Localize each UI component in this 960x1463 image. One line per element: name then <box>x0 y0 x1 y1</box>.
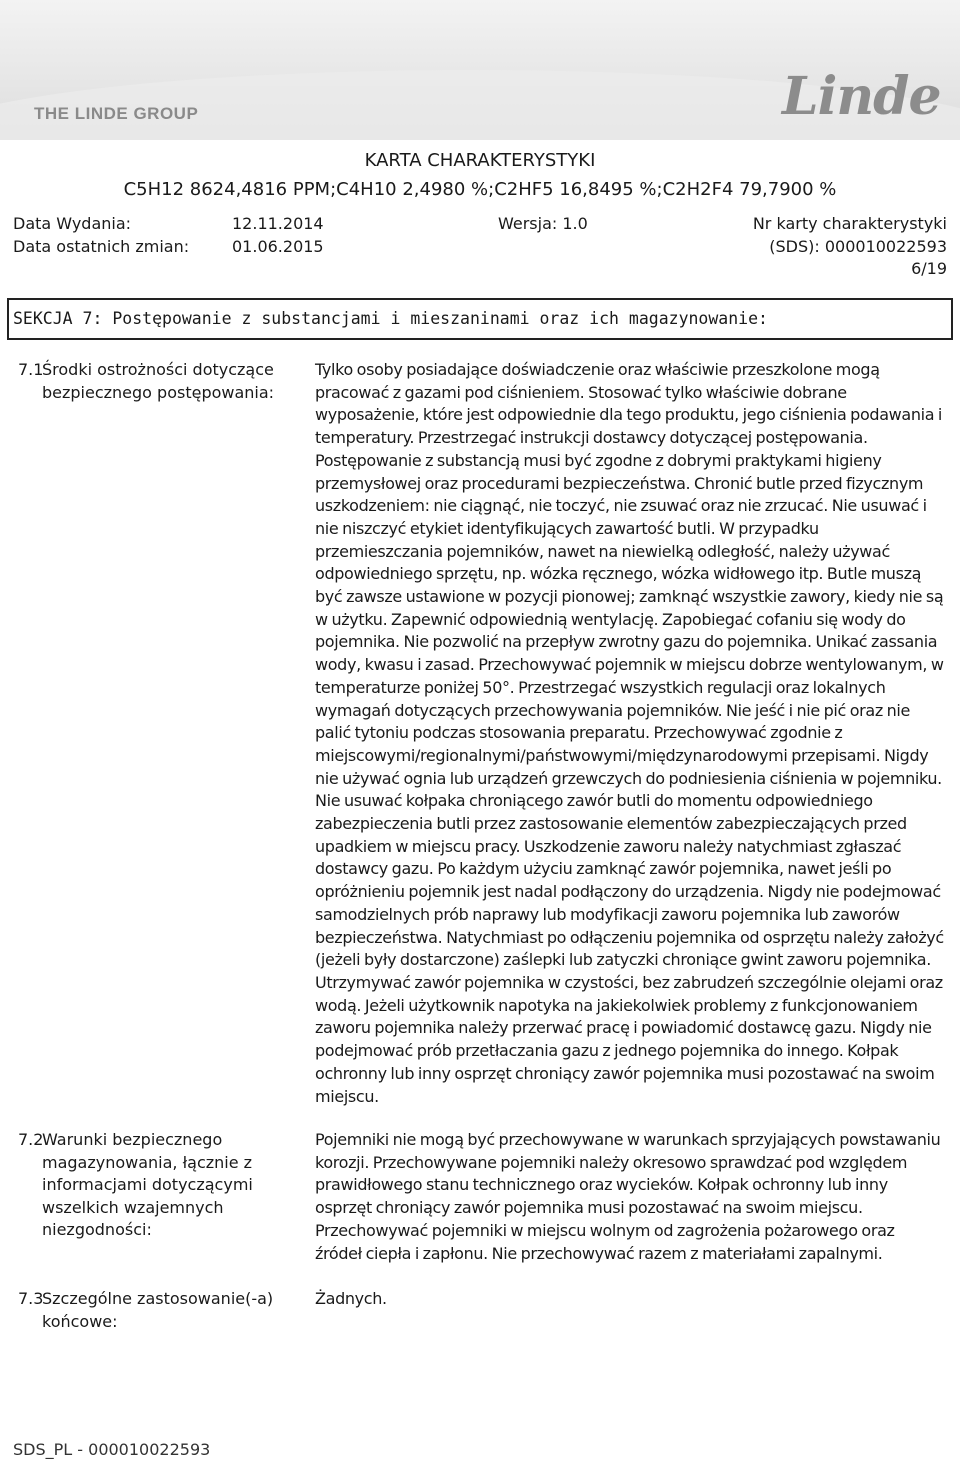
row-number: 7.1 <box>18 360 44 379</box>
row-text-7-2: Pojemniki nie mogą być przechowywane w warunkach sprzyjających powstawaniu korozji. Przechowywane pojemniki należy okresowo sprawdzać pod względem prawidłowego stanu technicznego oraz wycieków. Kołpak ochronny lub inny osprzęt chroniący zawór pojemnika musi pozostawać na swoim miejscu. Przechowywać pojemniki w miejscu wolnym od zagrożenia pożarowego oraz źródeł ciepła i zapłonu. Nie przechowywać razem z materiałami zapalnymi. <box>315 1130 941 1263</box>
sds-number-label: Nr karty charakterystyki <box>752 214 947 233</box>
row-label-7-3 <box>18 1288 288 1333</box>
footer-document-id: SDS_PL - 000010022593 <box>13 1440 211 1459</box>
sds-number: (SDS): 000010022593 <box>769 237 947 256</box>
row-label-text: Szczególne zastosowanie(-a) końcowe: <box>42 1289 274 1331</box>
page-number: 6/19 <box>911 259 947 278</box>
group-logo: THE LINDE GROUP <box>34 104 199 123</box>
brand-logo: Linde <box>782 66 941 127</box>
row-label-7-1 <box>18 359 288 404</box>
revision-date-label: Data ostatnich zmian: <box>13 237 190 256</box>
section-title: SEKCJA 7: Postępowanie z substancjami i mieszaninami oraz ich magazynowanie: <box>13 309 768 328</box>
row-label-text: Środki ostrożności dotyczące bezpiecznego postępowania: <box>42 360 275 402</box>
issue-date: 12.11.2014 <box>232 214 324 233</box>
row-number: 7.2 <box>18 1130 44 1149</box>
header-banner <box>0 0 960 140</box>
document-subtitle: C5H12 8624,4816 PPM;C4H10 2,4980 %;C2HF5 16,8495 %;C2H2F4 79,7900 % <box>123 179 837 200</box>
row-number: 7.3 <box>18 1289 44 1308</box>
row-text-7-1: Tylko osoby posiadające doświadczenie oraz właściwie przeszkolone mogą pracować z gazami pod ciśnieniem. Stosować tylko właściwie dobrane wyposażenie, które jest odpowiednie dla tego produktu, jego ciśnienia podawania i temperatury. Przestrzegać instrukcji dostawcy dotyczącej postępowania. Postępowanie z substancją musi być zgodne z dobrymi praktykami higieny przemysłowej oraz procedurami bezpieczeństwa. Chronić butle przed fizycznym uszkodzeniem: nie ciągnąć, nie toczyć, nie zsuwać oraz nie zrzucać. Nie usuwać i nie niszczyć etykiet identyfikujących zawartość butli. W przypadku przemieszczania pojemników, nawet na niewielką odległość, należy używać odpowiedniego sprzętu, np. wózka ręcznego, wózka widłowego itp. Butle muszą być zawsze ustawione w pozycji pionowej; zamknąć wszystkie zawory, kiedy nie są w użytku. Zapewnić odpowiednią wentylację. Zapobiegać cofaniu się wody do pojemnika. Nie pozwolić na przepływ zwrotny gazu do pojemnika. Unikać zassania wody, kwasu i zasad. Przechowywać pojemnik w miejscu dobrze wentylowanym, w temperaturze poniżej 50°. Przestrzegać wszystkich regulacji oraz lokalnych wymagań dotyczących przechowywania pojemników. Nie jeść i nie pić oraz nie palić tytoniu podczas stosowania preparatu. Przechowywać zgodnie z miejscowymi/regionalnymi/państwowymi/międzynarodowymi przepisami. Nigdy nie używać ognia lub urządzeń grzewczych do podniesienia ciśnienia w pojemniku. Nie usuwać kołpaka chroniącego zawór butli do momentu odpowiedniego zabezpieczenia butli przez zastosowanie elementów zabezpieczających przed upadkiem w miejscu pracy. Uszkodzenie zaworu należy natychmiast zgłaszać dostawcy gazu. Po każdym użyciu zamknąć zawór pojemnika, nawet jeśli po opróżnieniu pojemnik jest nadal podłączony do urządzenia. Nigdy nie podejmować samodzielnych prób naprawy lub modyfikacji zaworu pojemnika lub zaworów bezpieczeństwa. Natychmiast po odłączeniu pojemnika od osprzętu należy założyć (jeżeli były dostarczone) zaślepki lub zatyczki chroniące gwint zaworu pojemnika. Utrzymywać zawór pojemnika w czystości, bez zabrudzeń szczególnie olejami oraz wodą. Jeżeli użytkownik napotyka na jakiekolwiek problemy z funkcjonowaniem zaworu pojemnika należy przerwać pracę i powiadomić dostawcę gazu. Nigdy nie podejmować prób przetłaczania gazu z jednego pojemnika do innego. Kołpak ochronny lub inny osprzęt chroniący zawór pojemnika musi pozostawać na swoim miejscu. <box>315 360 944 1106</box>
row-text-7-3: Żadnych. <box>315 1289 387 1308</box>
section-heading-box <box>7 298 953 340</box>
row-label-7-2 <box>18 1129 288 1242</box>
row-label-text: Warunki bezpiecznego magazynowania, łącznie z informacjami dotyczącymi wszelkich wzajemnych niezgodności: <box>42 1130 253 1239</box>
document-title: KARTA CHARAKTERYSTYKI <box>364 150 596 171</box>
issue-date-label: Data Wydania: <box>13 214 132 233</box>
version-label: Wersja: 1.0 <box>498 214 588 233</box>
revision-date: 01.06.2015 <box>232 237 324 256</box>
